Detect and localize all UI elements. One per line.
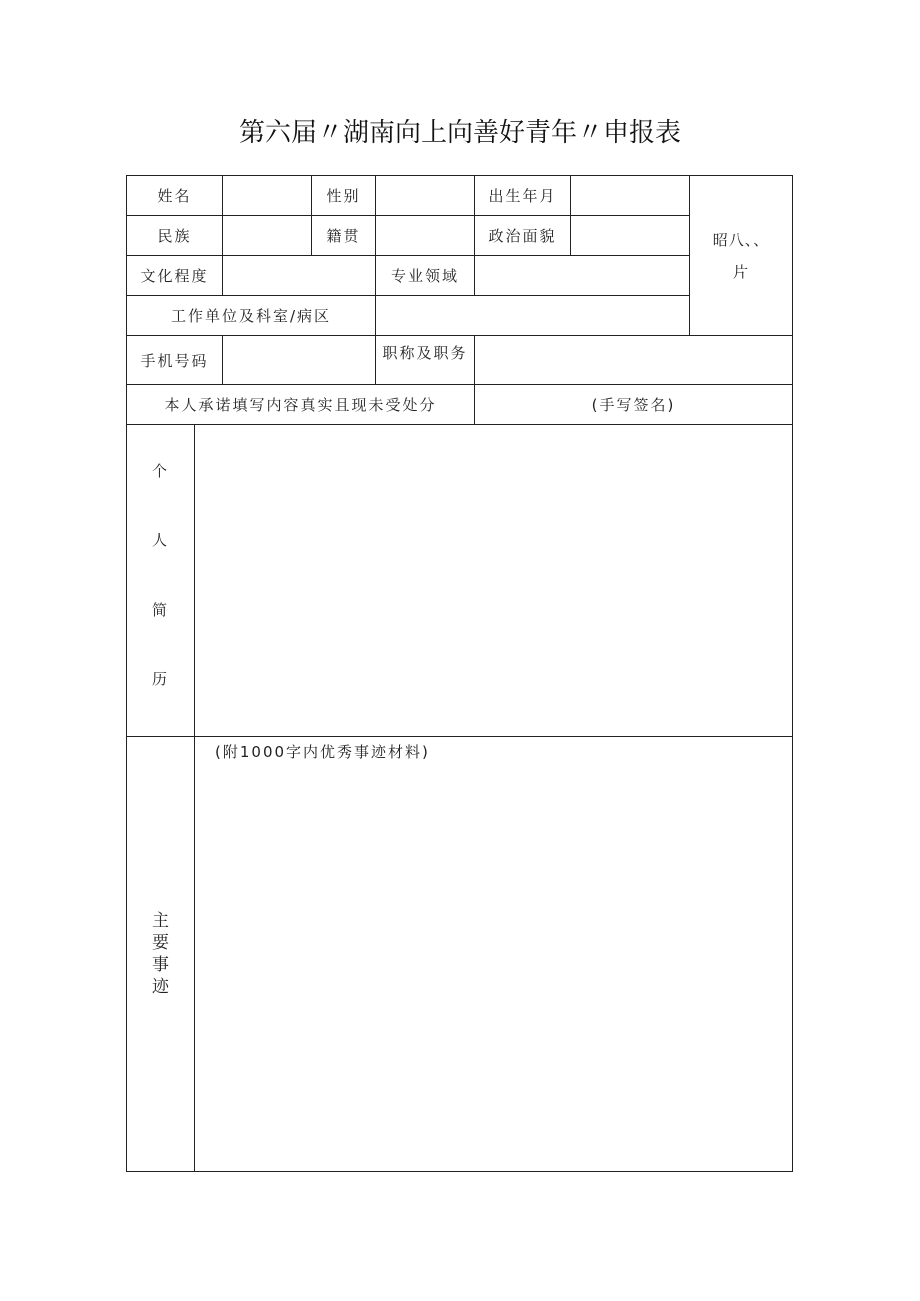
- name-field[interactable]: [222, 175, 312, 216]
- resume-label-char: 人: [151, 531, 169, 550]
- resume-field[interactable]: [194, 424, 793, 737]
- native-place-label: 籍贯: [311, 215, 376, 256]
- birth-field[interactable]: [570, 175, 690, 216]
- ethnicity-label: 民族: [126, 215, 223, 256]
- deeds-label-char: 主: [152, 911, 169, 931]
- name-label: 姓名: [126, 175, 223, 216]
- resume-label-char: 个: [151, 462, 169, 480]
- photo-label-line2: 片: [732, 262, 749, 281]
- title-position-field[interactable]: [474, 335, 793, 385]
- phone-label: 手机号码: [126, 335, 223, 385]
- pledge-statement: 本人承诺填写内容真实且现未受处分: [126, 384, 475, 425]
- title-position-label: 职称及职务: [375, 335, 475, 385]
- education-label: 文化程度: [126, 255, 223, 296]
- workplace-field[interactable]: [375, 295, 690, 336]
- specialty-label: 专业领域: [375, 255, 475, 296]
- birth-label: 出生年月: [474, 175, 571, 216]
- education-field[interactable]: [222, 255, 376, 296]
- resume-label: [126, 424, 195, 737]
- gender-field[interactable]: [375, 175, 475, 216]
- deeds-note: (附1000字内优秀事迹材料): [215, 743, 430, 761]
- native-place-field[interactable]: [375, 215, 475, 256]
- deeds-label-char: 事: [152, 955, 169, 975]
- deeds-field[interactable]: [194, 736, 793, 1172]
- specialty-field[interactable]: [474, 255, 690, 296]
- resume-label-char: 简: [151, 600, 169, 619]
- form-title: 第六届〃湖南向上向善好青年〃申报表: [238, 118, 681, 148]
- deeds-label-char: 要: [152, 933, 169, 953]
- deeds-label-char: 迹: [152, 977, 169, 997]
- deeds-label: [126, 736, 195, 1172]
- political-status-field[interactable]: [570, 215, 690, 256]
- political-status-label: 政治面貌: [474, 215, 571, 256]
- workplace-label: 工作单位及科室/病区: [126, 295, 376, 336]
- signature-field[interactable]: (手写签名): [474, 384, 793, 425]
- resume-label-char: 历: [151, 669, 169, 688]
- photo-box[interactable]: [689, 175, 793, 336]
- phone-field[interactable]: [222, 335, 376, 385]
- photo-label-line1: 昭八、、: [712, 230, 770, 249]
- gender-label: 性别: [311, 175, 376, 216]
- ethnicity-field[interactable]: [222, 215, 312, 256]
